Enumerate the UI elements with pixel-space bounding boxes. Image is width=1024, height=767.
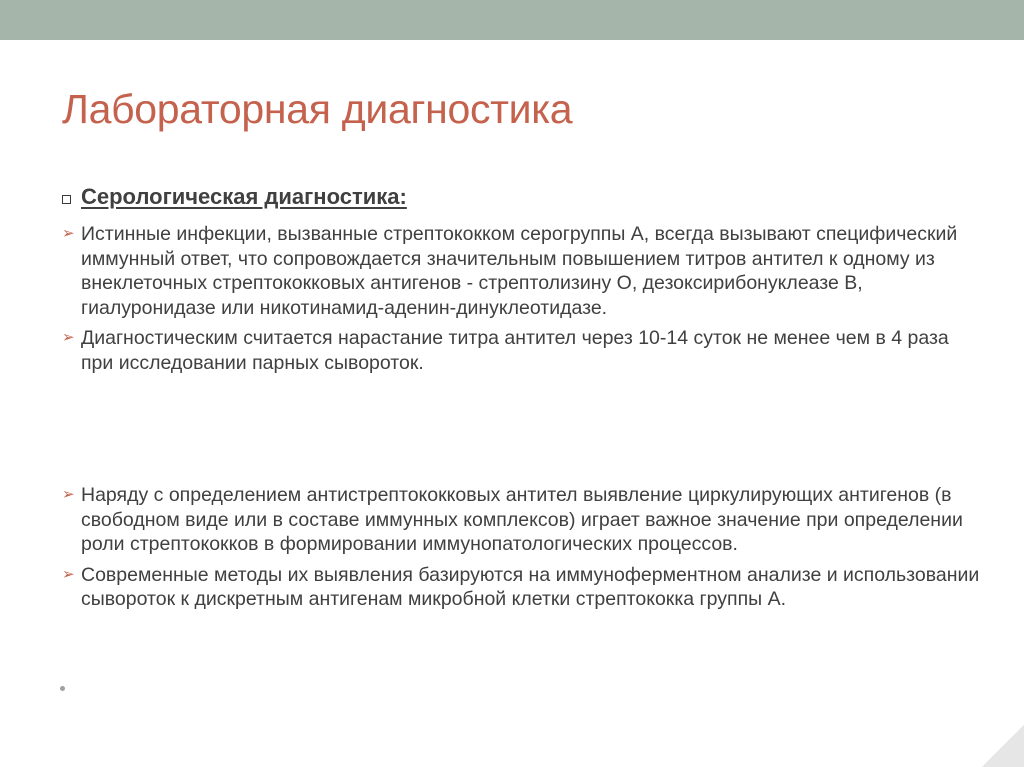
bullet-list-antigens: [62, 483, 982, 618]
bullet-text: Диагностическим считается нарастание титра антител через 10-14 суток не менее чем в 4 раза при исследовании парных сывороток.: [81, 327, 949, 374]
section-heading: [62, 184, 407, 210]
bullet-list-serology: [62, 222, 982, 381]
section-heading-text: Серологическая диагностика:: [81, 184, 407, 209]
top-accent-bar: [0, 0, 1024, 40]
bullet-text: Истинные инфекции, вызванные стрептококком серогруппы А, всегда вызывают специфический иммунный ответ, что сопровождается значительным повышением титров антител к одному из внеклеточных стрептококковых антигенов - стрептолизину О, дезоксирибонуклеазе В, гиалуронидазе или никотинамид-аденин-динуклеотидазе.: [81, 223, 958, 319]
page-corner-fold: [982, 725, 1024, 767]
dot-icon: [60, 686, 65, 691]
bullet-text: Наряду с определением антистрептококковых антител выявление циркулирующих антигенов (в свободном виде или в составе иммунных комплексов) играет важное значение при определении роли стрептококков в формировании иммунопатологических процессов.: [81, 484, 963, 555]
bullet-item: [62, 563, 982, 612]
bullet-item: [62, 222, 982, 320]
checkbox-square-icon: [62, 195, 71, 204]
arrow-right-icon: ➢: [62, 225, 75, 242]
arrow-right-icon: ➢: [62, 329, 75, 346]
bullet-item: [62, 326, 982, 375]
bullet-text: Современные методы их выявления базируются на иммуноферментном анализе и использовании сывороток к дискретным антигенам микробной клетки стрептококка группы А.: [81, 563, 980, 610]
arrow-right-icon: ➢: [62, 565, 75, 583]
slide-title: Лабораторная диагностика: [62, 86, 573, 132]
bullet-item: [62, 483, 982, 557]
arrow-right-icon: ➢: [62, 486, 75, 503]
